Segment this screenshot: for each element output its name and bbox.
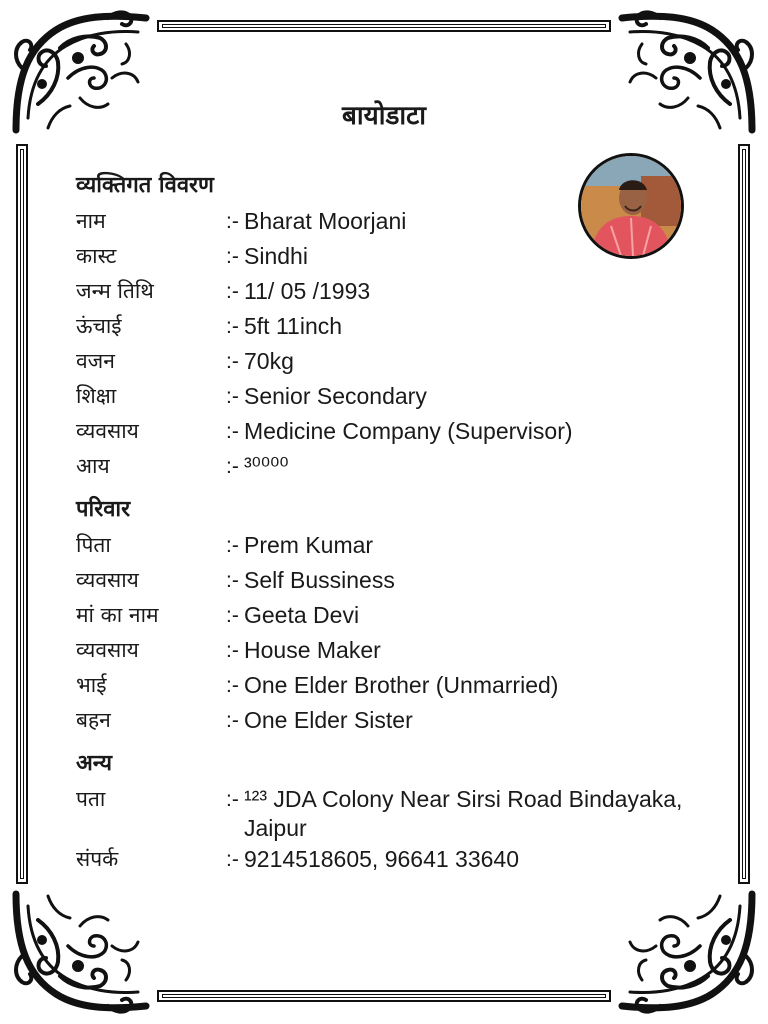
field-label: व्यवसाय [76,419,139,443]
field-value: 11/ 05 /1993 [244,278,371,304]
field-separator: :- [226,420,239,443]
field-separator: :- [226,455,239,478]
field-label: शिक्षा [76,384,117,408]
field-label: व्यवसाय [76,568,139,592]
section-heading: परिवार [76,497,131,522]
field-label: व्यवसाय [76,638,139,662]
frame-left-bar [16,144,28,884]
field-row-education [76,379,716,414]
section-family [76,494,716,738]
field-value: One Elder Sister [244,707,413,733]
field-separator: :- [226,674,239,697]
field-label: ऊंचाई [76,314,122,338]
field-separator: :- [226,604,239,627]
section-gap [76,484,716,494]
field-label: पता [76,787,106,811]
field-value: One Elder Brother (Unmarried) [244,672,559,698]
field-label: भाई [76,673,107,697]
section-heading: अन्य [76,751,113,776]
field-row-occupation [76,414,716,449]
section-other [76,748,716,877]
field-row-father-occupation [76,563,716,598]
field-separator: :- [226,848,239,871]
frame-bottom-bar [157,990,611,1002]
field-separator: :- [226,245,239,268]
field-value: ¹²³ JDA Colony Near Sirsi Road Bindayaka, Jaipur [244,786,683,841]
section-gap [76,738,716,748]
field-row-birth-date [76,274,716,309]
field-value: Geeta Devi [244,602,360,628]
field-separator: :- [226,788,239,811]
field-value: Medicine Company (Supervisor) [244,418,573,444]
field-value: 9214518605, 96641 33640 [244,846,520,872]
field-row-contact [76,842,716,877]
corner-ornament-bottom-left-icon [8,886,154,1016]
field-label: मां का नाम [76,603,159,627]
field-label: संपर्क [76,847,119,871]
frame-right-bar [738,144,750,884]
field-label: पिता [76,533,111,557]
field-value: Prem Kumar [244,532,374,558]
field-label: नाम [76,209,106,233]
frame-top-bar [157,20,611,32]
field-value: 70kg [244,348,294,374]
field-row-father [76,528,716,563]
field-label: कास्ट [76,244,117,268]
field-label: जन्म तिथि [76,279,154,303]
field-value: Senior Secondary [244,383,427,409]
field-separator: :- [226,315,239,338]
field-separator: :- [226,280,239,303]
field-row-sister [76,703,716,738]
field-separator: :- [226,210,239,233]
field-row-address [76,782,716,842]
field-row-name [76,204,716,239]
field-value: Sindhi [244,243,308,269]
field-value: Self Bussiness [244,567,395,593]
field-row-height [76,309,716,344]
field-separator: :- [226,534,239,557]
field-row-income [76,449,716,484]
section-personal-details [76,170,716,484]
field-value: House Maker [244,637,381,663]
field-separator: :- [226,569,239,592]
biodata-content [76,170,716,877]
field-label: बहन [76,708,111,732]
field-value: 5ft 11inch [244,313,343,339]
field-row-weight [76,344,716,379]
corner-ornament-bottom-right-icon [614,886,760,1016]
field-separator: :- [226,385,239,408]
field-separator: :- [226,639,239,662]
field-value: ³⁰⁰⁰⁰ [244,453,289,479]
field-row-mother-occupation [76,633,716,668]
field-row-caste [76,239,716,274]
field-separator: :- [226,350,239,373]
field-label: वजन [76,349,115,373]
field-row-brother [76,668,716,703]
section-heading: व्यक्तिगत विवरण [76,173,214,198]
page-title: बायोडाटा [342,101,426,131]
field-separator: :- [226,709,239,732]
field-value: Bharat Moorjani [244,208,407,234]
field-row-mother [76,598,716,633]
field-label: आय [76,454,110,478]
